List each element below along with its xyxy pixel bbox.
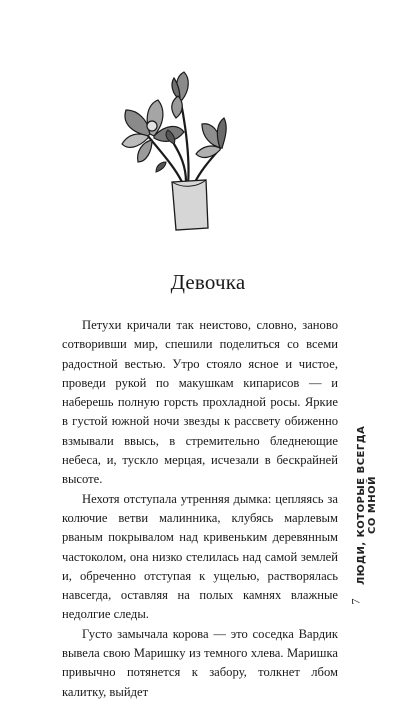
flowers-in-vase-illustration — [108, 66, 228, 232]
paragraph: Нехотя отступала утренняя дымка: цепляясь за колючие ветви малинника, клубясь марлевым рваным покрывалом над кривеньким деревянным частоколом, она низко стелилась над самой землей и, обреченно отступая к ущелью, растворялась навсегда, оставляя на полых камнях влажные недолгие следы. — [62, 491, 338, 622]
running-title: ЛЮДИ, КОТОРЫЕ ВСЕГДА СО МНОЙ — [356, 425, 378, 585]
paragraph: Густо замычала корова — это соседка Вардик вывела свою Маришку из темного хлева. Маришка привычно потянется к забору, толкнет лбом калитку, выйдет — [62, 626, 338, 699]
chapter-title: Девочка — [170, 270, 246, 294]
body-text — [62, 316, 338, 702]
page-number: 7 — [348, 598, 363, 605]
paragraph: Петухи кричали так неистово, словно, заново сотворивши мир, спешили поделиться со всеми радостной вестью. Утро стояло ясное и чистое, проведи рукой по макушкам кипарисов — и наберешь полную горсть прохладной росы. Яркие в густой южной ночи звезды к рассвету обиженно взмывали ввысь, в стремительно бледнеющие небеса, и, тускло мерцая, исчезали в бескрайней высоте. — [62, 318, 338, 487]
